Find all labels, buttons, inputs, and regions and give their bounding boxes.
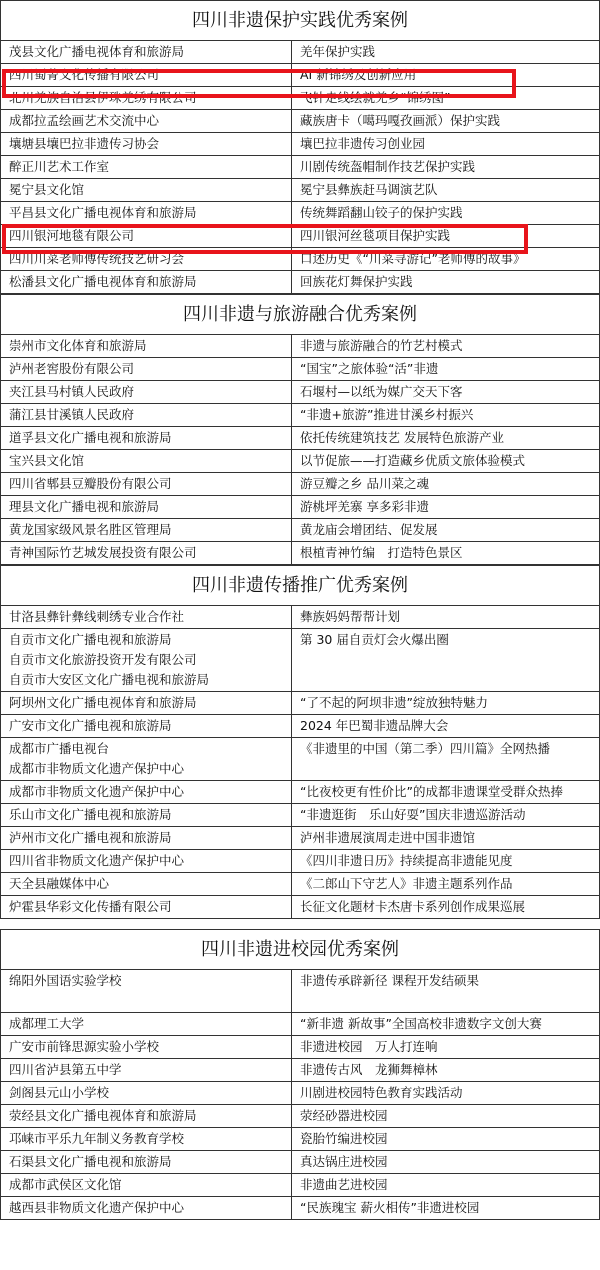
- case-name-cell: “新非遗 新故事”全国高校非遗数字文创大赛: [292, 1013, 600, 1036]
- table-row: [1, 358, 600, 381]
- organization-cell: [1, 1151, 292, 1174]
- case-name-cell: 非遗传古风 龙狮舞樟林: [292, 1059, 600, 1082]
- case-name-cell: 口述历史《“川菜寻游记”老师傅的故事》: [292, 248, 600, 271]
- organization-cell: [1, 1082, 292, 1105]
- case-name-cell: 荥经砂器进校园: [292, 1105, 600, 1128]
- organization-name: 天全县融媒体中心: [9, 876, 110, 891]
- organization-cell: [1, 715, 292, 738]
- case-name-cell: “比夜校更有性价比”的成都非遗课堂受群众热捧: [292, 781, 600, 804]
- table-row: [1, 781, 600, 804]
- organization-name: 四川省泸县第五中学: [9, 1062, 122, 1077]
- organization-cell: [1, 1197, 292, 1220]
- table-row: [1, 41, 600, 64]
- organization-name: 邛崃市平乐九年制义务教育学校: [9, 1131, 185, 1146]
- organization-cell: [1, 1128, 292, 1151]
- organization-name: 成都理工大学: [9, 1016, 85, 1031]
- organization-name: 四川银河地毯有限公司: [9, 228, 135, 243]
- table-row: [1, 896, 600, 919]
- organization-name: 越西县非物质文化遗产保护中心: [9, 1200, 185, 1215]
- organization-name: 四川省非物质文化遗产保护中心: [9, 853, 185, 868]
- table-row: [1, 202, 600, 225]
- case-name-cell: 彝族妈妈帮帮计划: [292, 606, 600, 629]
- case-name-cell: 第 30 届自贡灯会火爆出圈: [292, 629, 600, 692]
- organization-cell: [1, 873, 292, 896]
- organization-name: 自贡市大安区文化广播电视和旅游局: [9, 672, 210, 687]
- case-name-cell: 《四川非遗日历》持续提高非遗能见度: [292, 850, 600, 873]
- organization-cell: [1, 41, 292, 64]
- case-name-cell: “民族瑰宝 薪火相传”非遗进校园: [292, 1197, 600, 1220]
- table-row: [1, 738, 600, 781]
- case-name-cell: 壤巴拉非遗传习创业园: [292, 133, 600, 156]
- case-name-cell: 非遗进校园 万人打连响: [292, 1036, 600, 1059]
- table-row: [1, 1174, 600, 1197]
- table-row: [1, 804, 600, 827]
- organization-name: 绵阳外国语实验学校: [9, 973, 122, 988]
- organization-cell: [1, 692, 292, 715]
- table-row: [1, 1197, 600, 1220]
- organization-name: 夹江县马村镇人民政府: [9, 384, 135, 399]
- organization-name: 乐山市文化广播电视和旅游局: [9, 807, 172, 822]
- organization-name: 平昌县文化广播电视体育和旅游局: [9, 205, 197, 220]
- table-row: [1, 1082, 600, 1105]
- organization-name: 自贡市文化旅游投资开发有限公司: [9, 652, 197, 667]
- organization-name: 黄龙国家级风景名胜区管理局: [9, 522, 172, 537]
- organization-cell: [1, 427, 292, 450]
- table-row: [1, 271, 600, 294]
- highlight-box: [2, 69, 516, 98]
- organization-name: 道孚县文化广播电视和旅游局: [9, 430, 172, 445]
- organization-name: 四川省郫县豆瓣股份有限公司: [9, 476, 172, 491]
- organization-cell: [1, 738, 292, 781]
- case-table: [0, 969, 600, 1220]
- organization-cell: [1, 110, 292, 133]
- case-name-cell: 非遗与旅游融合的竹艺村模式: [292, 335, 600, 358]
- case-name-cell: 冕宁县彝族赶马调演艺队: [292, 179, 600, 202]
- case-name-cell: 以节促旅——打造藏乡优质文旅体验模式: [292, 450, 600, 473]
- table-row: [1, 381, 600, 404]
- case-name-cell: “非遗逛街 乐山好耍”国庆非遗巡游活动: [292, 804, 600, 827]
- table-row: [1, 404, 600, 427]
- organization-name: 成都拉孟绘画艺术交流中心: [9, 113, 160, 128]
- case-name-cell: “非遗+旅游”推进甘溪乡村振兴: [292, 404, 600, 427]
- organization-cell: [1, 1174, 292, 1197]
- case-name-cell: 真达锅庄进校园: [292, 1151, 600, 1174]
- case-name-cell: AI 新锦绣及创新应用: [292, 64, 600, 87]
- organization-name: 理县文化广播电视和旅游局: [9, 499, 160, 514]
- section-gap: [0, 919, 600, 929]
- organization-name: 自贡市文化广播电视和旅游局: [9, 632, 172, 647]
- table-row: [1, 1151, 600, 1174]
- organization-name: 广安市前锋思源实验小学校: [9, 1039, 160, 1054]
- organization-cell: [1, 450, 292, 473]
- case-name-cell: 羌年保护实践: [292, 41, 600, 64]
- organization-cell: [1, 179, 292, 202]
- organization-cell: [1, 473, 292, 496]
- organization-name: 成都市非物质文化遗产保护中心: [9, 784, 185, 799]
- organization-name: 甘洛县彝针彝线刺绣专业合作社: [9, 609, 185, 624]
- case-name-cell: 《二郎山下守艺人》非遗主题系列作品: [292, 873, 600, 896]
- organization-cell: [1, 542, 292, 565]
- case-name-cell: 泸州非遗展演周走进中国非遗馆: [292, 827, 600, 850]
- table-row: [1, 715, 600, 738]
- organization-cell: [1, 335, 292, 358]
- table-row: [1, 1013, 600, 1036]
- section-title: 四川非遗传播推广优秀案例: [0, 565, 600, 605]
- highlight-box: [2, 224, 528, 254]
- table-row: [1, 606, 600, 629]
- case-name-cell: 川剧进校园特色教育实践活动: [292, 1082, 600, 1105]
- table-row: [1, 179, 600, 202]
- organization-name: 石渠县文化广播电视和旅游局: [9, 1154, 172, 1169]
- case-name-cell: 游桃坪羌寨 享多彩非遗: [292, 496, 600, 519]
- organization-name: 四川川菜老师傅传统技艺研习会: [9, 251, 185, 266]
- table-row: [1, 496, 600, 519]
- organization-name: 松潘县文化广播电视体育和旅游局: [9, 274, 197, 289]
- organization-name: 四川蜀菁文化传播有限公司: [9, 67, 160, 82]
- organization-cell: [1, 781, 292, 804]
- case-name-cell: 根植青神竹编 打造特色景区: [292, 542, 600, 565]
- organization-name: 成都市广播电视台: [9, 741, 110, 756]
- case-name-cell: 传统舞蹈翻山铰子的保护实践: [292, 202, 600, 225]
- organization-name: 宝兴县文化馆: [9, 453, 85, 468]
- case-name-cell: 四川银河丝毯项目保护实践: [292, 225, 600, 248]
- organization-name: 青神国际竹艺城发展投资有限公司: [9, 545, 197, 560]
- organization-name: 蒲江县甘溪镇人民政府: [9, 407, 135, 422]
- case-name-cell: 非遗传承辟新径 课程开发结硕果: [292, 970, 600, 1013]
- table-row: [1, 850, 600, 873]
- organization-cell: [1, 202, 292, 225]
- organization-name: 醉正川艺术工作室: [9, 159, 110, 174]
- organization-name: 北川羌族自治县伊珠羌绣有限公司: [9, 90, 197, 105]
- case-name-cell: 依托传统建筑技艺 发展特色旅游产业: [292, 427, 600, 450]
- organization-cell: [1, 606, 292, 629]
- case-name-cell: 回族花灯舞保护实践: [292, 271, 600, 294]
- table-row: [1, 1036, 600, 1059]
- table-row: [1, 133, 600, 156]
- case-name-cell: 游豆瓣之乡 品川菜之魂: [292, 473, 600, 496]
- case-name-cell: 长征文化题材卡杰唐卡系列创作成果巡展: [292, 896, 600, 919]
- organization-name: 冕宁县文化馆: [9, 182, 85, 197]
- organization-name: 崇州市文化体育和旅游局: [9, 338, 147, 353]
- case-table: [0, 605, 600, 919]
- case-name-cell: 瓷胎竹编进校园: [292, 1128, 600, 1151]
- case-name-cell: “了不起的阿坝非遗”绽放独特魅力: [292, 692, 600, 715]
- table-row: [1, 692, 600, 715]
- organization-name: 成都市非物质文化遗产保护中心: [9, 761, 185, 776]
- table-row: [1, 873, 600, 896]
- organization-name: 泸州老窖股份有限公司: [9, 361, 135, 376]
- organization-name: 剑阁县元山小学校: [9, 1085, 110, 1100]
- table-row: [1, 473, 600, 496]
- table-row: [1, 1059, 600, 1082]
- table-row: [1, 827, 600, 850]
- organization-name: 炉霍县华彩文化传播有限公司: [9, 899, 172, 914]
- table-row: [1, 519, 600, 542]
- case-name-cell: 川剧传统盔帽制作技艺保护实践: [292, 156, 600, 179]
- organization-cell: [1, 496, 292, 519]
- case-name-cell: 飞针走线绘就羌乡“锦绣图”: [292, 87, 600, 110]
- table-row: [1, 970, 600, 1013]
- section-title: 四川非遗进校园优秀案例: [0, 929, 600, 969]
- organization-name: 茂县文化广播电视体育和旅游局: [9, 44, 185, 59]
- organization-cell: [1, 850, 292, 873]
- organization-cell: [1, 156, 292, 179]
- section-title: 四川非遗与旅游融合优秀案例: [0, 294, 600, 334]
- organization-cell: [1, 519, 292, 542]
- organization-cell: [1, 1105, 292, 1128]
- case-name-cell: “国宝”之旅体验“活”非遗: [292, 358, 600, 381]
- table-row: [1, 629, 600, 692]
- case-table: [0, 334, 600, 565]
- table-row: [1, 1105, 600, 1128]
- case-name-cell: 《非遗里的中国（第二季）四川篇》全网热播: [292, 738, 600, 781]
- case-name-cell: 2024 年巴蜀非遗品牌大会: [292, 715, 600, 738]
- section-title: 四川非遗保护实践优秀案例: [0, 0, 600, 40]
- case-name-cell: 黄龙庙会增团结、促发展: [292, 519, 600, 542]
- table-row: [1, 427, 600, 450]
- organization-cell: [1, 827, 292, 850]
- table-row: [1, 156, 600, 179]
- organization-cell: [1, 381, 292, 404]
- organization-name: 泸州市文化广播电视和旅游局: [9, 830, 172, 845]
- organization-cell: [1, 1036, 292, 1059]
- case-name-cell: 非遗曲艺进校园: [292, 1174, 600, 1197]
- case-name-cell: 藏族唐卡（噶玛嘎孜画派）保护实践: [292, 110, 600, 133]
- case-name-cell: 石堰村—以纸为媒广交天下客: [292, 381, 600, 404]
- organization-name: 壤塘县壤巴拉非遗传习协会: [9, 136, 160, 151]
- organization-cell: [1, 404, 292, 427]
- organization-name: 阿坝州文化广播电视体育和旅游局: [9, 695, 197, 710]
- organization-name: 成都市武侯区文化馆: [9, 1177, 122, 1192]
- organization-cell: [1, 358, 292, 381]
- organization-cell: [1, 133, 292, 156]
- organization-cell: [1, 970, 292, 1013]
- table-row: [1, 335, 600, 358]
- table-row: [1, 1128, 600, 1151]
- organization-cell: [1, 804, 292, 827]
- organization-cell: [1, 1059, 292, 1082]
- table-row: [1, 542, 600, 565]
- table-row: [1, 110, 600, 133]
- organization-cell: [1, 271, 292, 294]
- organization-cell: [1, 629, 292, 692]
- table-row: [1, 450, 600, 473]
- organization-cell: [1, 896, 292, 919]
- organization-cell: [1, 1013, 292, 1036]
- organization-name: 荥经县文化广播电视体育和旅游局: [9, 1108, 197, 1123]
- organization-name: 广安市文化广播电视和旅游局: [9, 718, 172, 733]
